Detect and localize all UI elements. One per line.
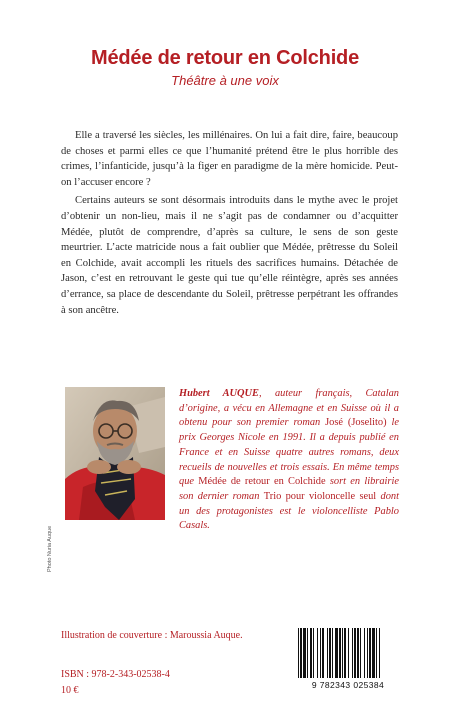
illustration-credit: Illustration de couverture : Maroussia Auque. [61,630,243,641]
author-bio [179,387,399,534]
author-name: Hubert AUQUE [179,388,259,399]
photo-credit: Photo Nuria Auque [47,525,53,572]
bio-book-title: Médée de retour en Colchide [198,476,326,488]
price: 10 € [61,685,79,696]
barcode-icon [296,628,400,678]
body-paragraph: Certains auteurs se sont désormais introduits dans le mythe avec le projet d’obtenir un non-lieu, mais il ne s’agit pas de condamner ou d’acquitter Médée, plutôt de comprendre, d’après sa culture, le sens de son geste meurtrier. L’acte matricide nous a fait oublier que Médée, prêtresse du Soleil en Colchide, avait accompli les rituels des sacrifices humains. Détachée de Jason, c’est en retrouvant le geste qui tue qu’elle réintègre, après ses années d’errance, sa place de descendante du Soleil, prêtresse perpétrant les offrandes à son ancêtre. [61,195,398,316]
isbn: ISBN : 978-2-343-02538-4 [61,669,170,680]
bio-text: sort en librairie son dernier roman [179,476,399,502]
bio-book-title: Trio pour violoncelle seul [263,490,377,502]
back-cover-text [61,128,398,321]
body-paragraph: Elle a traversé les siècles, les millénaires. On lui a fait dire, faire, beaucoup de choses et parmi elles ce que l’humanité prétend être le plus horrible des crimes, l’infanticide, jusqu’à la figer en paradigme de la mère homicide. Peut-on l’accuser encore ? [61,130,398,188]
book-title: Médée de retour en Colchide [91,47,359,69]
bio-book-title: José (Joselito) [325,417,387,429]
barcode-number: 9 782343 025384 [311,680,385,690]
bio-text: , auteur français, Catalan d’origine, a vécu en Allemagne et en Suisse où il a obtenu pour son premier roman [179,388,399,429]
book-subtitle: Théâtre à une voix [171,73,279,88]
bio-text: dont un des protagonistes est le violoncelliste Pablo Casals. [179,490,399,532]
author-photo [65,387,165,520]
bio-text: le prix Georges Nicole en 1991. Il a depuis publié en France et en Suisse quatre autres romans, deux recueils de nouvelles et trois essais. En même temps que [179,417,399,488]
